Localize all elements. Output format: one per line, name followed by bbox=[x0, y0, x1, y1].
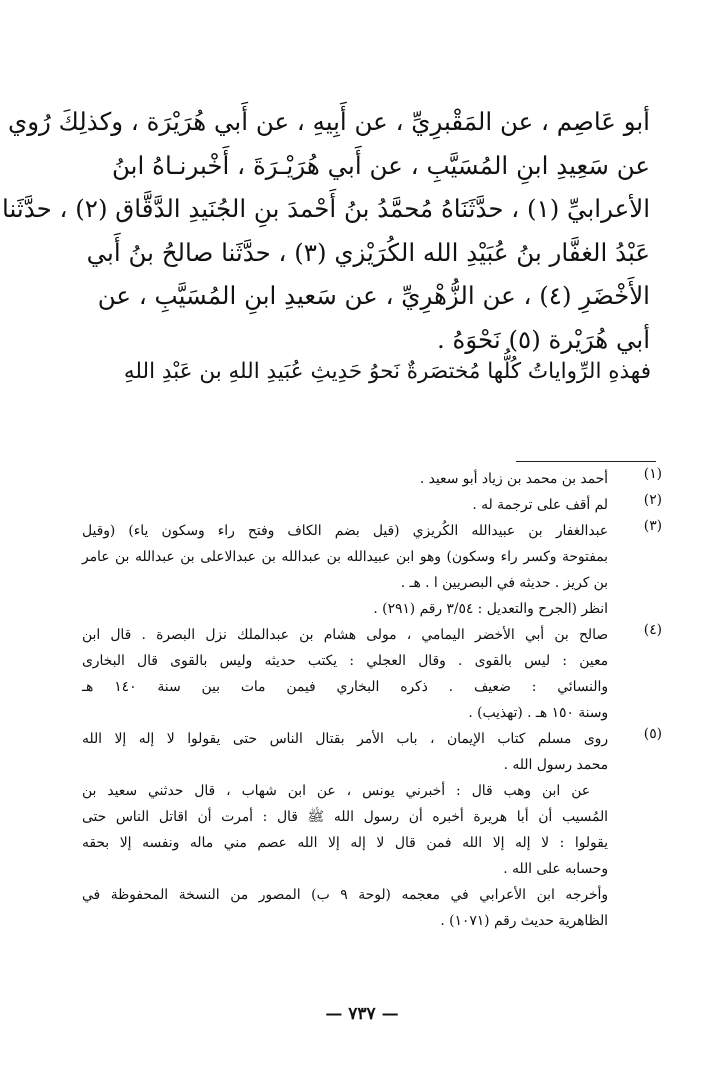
footnote-line: والنسائي : ضعيف . ذكره البخاري فيمن مات بين سنة ١٤٠ هـ bbox=[82, 679, 608, 695]
footnote-line: يقولوا : لا إله إلا الله فمن قال لا إله إلا الله عصم مني ماله ونفسه إلا بحقه bbox=[82, 835, 608, 851]
footnote-number: (٥) bbox=[643, 726, 662, 742]
footnote-3 bbox=[82, 518, 662, 622]
main-text-line: أبي هُرَيْرة (٥) نَحْوَهُ . bbox=[436, 324, 650, 354]
footnote-line: عبدالغفار بن عبيدالله الكُريزي (قيل بضم الكاف وفتح راء وسكون ياء) (وقيل bbox=[82, 523, 608, 539]
footnote-5 bbox=[82, 726, 662, 934]
footnote-line: عن ابن وهب قال : أخبرني يونس ، عن ابن شهاب ، قال حدثني سعيد بن bbox=[82, 783, 590, 799]
footnote-line: بن كريز . حديثه في البصريين ا . هـ . bbox=[400, 575, 608, 591]
footnote-line: الظاهرية حديث رقم (١٠٧١) . bbox=[440, 913, 608, 929]
main-text-line: عَبْدُ الغفَّار بنُ عُبَيْدِ الله الكُرَيْزي (٣) ، حدَّثَنا صالحُ بنُ أَبي bbox=[86, 237, 650, 267]
footnote-number: (١) bbox=[643, 466, 662, 482]
footnote-4 bbox=[82, 622, 662, 726]
main-text bbox=[2, 100, 650, 361]
footnote-number: (٣) bbox=[643, 518, 662, 534]
footnote-line: انظر (الجرح والتعديل : ٣/٥٤ رقم (٢٩١) . bbox=[373, 601, 608, 617]
footnote-line: وأخرجه ابن الأعرابي في معجمه (لوحة ٩ ب) المصور من النسخة المحفوظة في bbox=[82, 887, 608, 903]
footnote-line: أحمد بن محمد بن زياد أبو سعيد . bbox=[419, 471, 608, 487]
summary-line: فهذهِ الرِّواياتُ كُلُّها مُختصَرةٌ نَحوُ حَدِيثِ عُبَيدِ اللهِ بن عَبْدِ اللهِ bbox=[123, 359, 651, 384]
footnote-line: روى مسلم كتاب الإيمان ، باب الأمر بقتال الناس حتى يقولوا لا إله إلا الله bbox=[82, 731, 608, 747]
footnote-number: (٤) bbox=[643, 622, 662, 638]
footnote-1 bbox=[82, 466, 662, 492]
footnotes bbox=[82, 466, 662, 934]
main-text-line: أبو عَاصِم ، عن المَقْبرِيِّ ، عن أَبِيهِ ، عن أَبي هُرَيْرَة ، وكذلِكَ رُوي bbox=[8, 107, 650, 136]
footnote-number: (٢) bbox=[643, 492, 662, 508]
footnote-line: معين : ليس بالقوى . وقال العجلي : يكتب حديثه وليس بالقوى قال البخارى bbox=[82, 653, 608, 669]
footnote-2 bbox=[82, 492, 662, 518]
main-text-line: الأعرابيِّ (١) ، حدَّثَنَاهُ مُحمَّدُ بنُ أَحْمدَ بنِ الجُنَيدِ الدَّقَّاق (٢) ، حدَّثَنا bbox=[2, 194, 650, 223]
footnote-divider bbox=[516, 461, 656, 462]
footnote-line: وحسابه على الله . bbox=[503, 861, 608, 877]
footnote-line: بمفتوحة وكسر راء وسكون) وهو ابن عبيدالله بن عبدالله بن عبدالاعلى بن عبدالله بن عامر bbox=[82, 549, 608, 565]
footnote-line: صالح بن أبي الأخضر اليمامي ، مولى هشام بن عبدالملك نزل البصرة . قال ابن bbox=[82, 627, 608, 643]
footnote-line: المُسيب أن أبا هريرة أخبره أن رسول الله ﷺ قال : أمرت أن اقاتل الناس حتى bbox=[82, 809, 608, 825]
footnote-line: لم أقف على ترجمة له . bbox=[472, 497, 608, 513]
footnote-line: محمد رسول الله . bbox=[503, 757, 608, 773]
page-number: — ٧٣٧ — bbox=[325, 1004, 399, 1024]
main-text-line: الأَخْضَرِ (٤) ، عن الزُّهْرِيِّ ، عن سَعيدِ ابنِ المُسَيَّبِ ، عن bbox=[97, 281, 650, 310]
main-text-line: عن سَعِيدِ ابنِ المُسَيَّبِ ، عن أَبي هُرَيْـرَةَ ، أَخْبرنـاهُ ابنُ bbox=[112, 150, 650, 180]
footnote-line: وسنة ١٥٠ هـ . (تهذيب) . bbox=[468, 705, 608, 721]
